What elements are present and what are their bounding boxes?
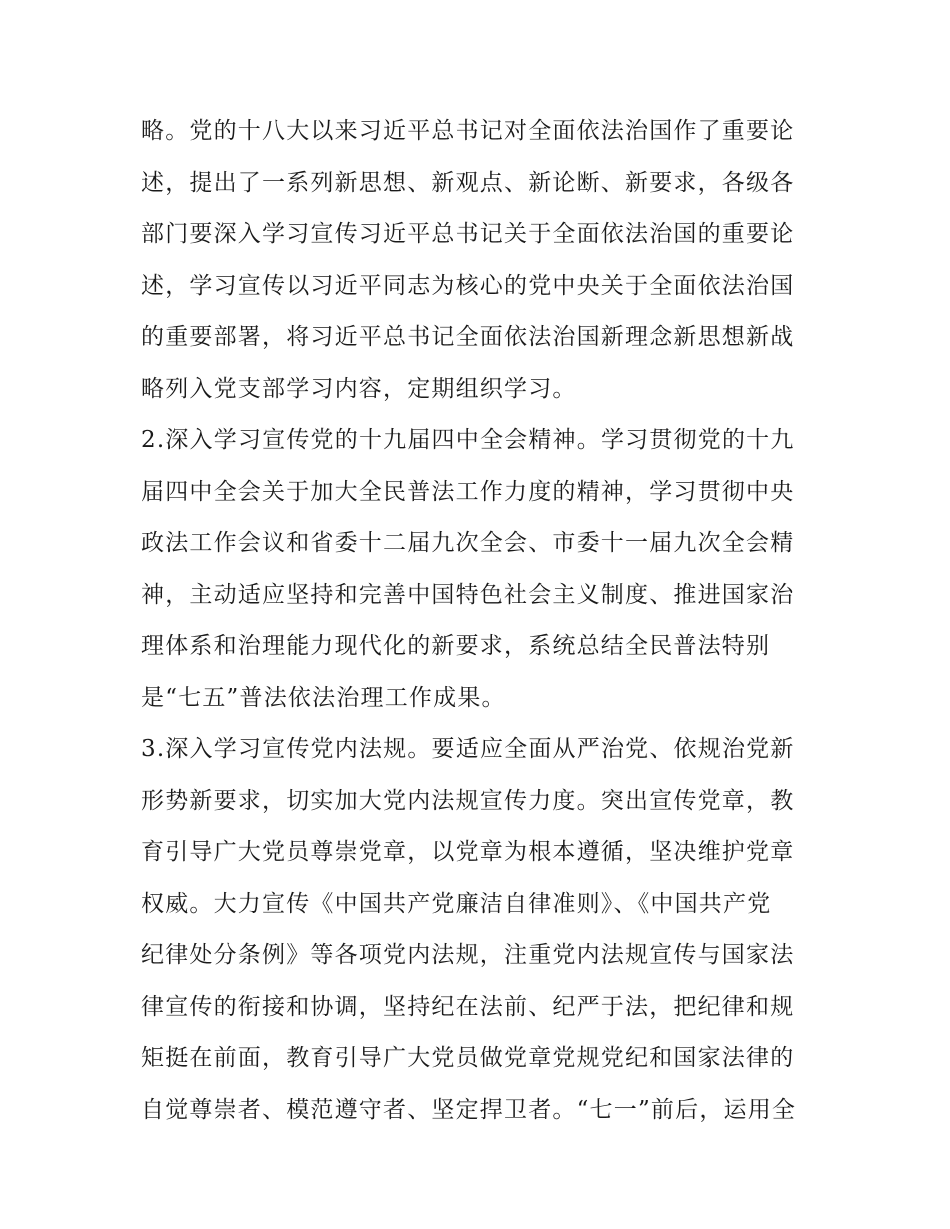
text-line: 律宣传的衔接和协调，坚持纪在法前、纪严于法，把纪律和规 xyxy=(141,993,795,1020)
text-line: 权威。大力宣传《中国共产党廉洁自律准则》、《中国共产党 xyxy=(141,890,772,917)
section-2-heading-line: 2.深入学习宣传党的十九届四中全会精神。学习贯彻党的十九 xyxy=(141,427,795,453)
text-line: 述，学习宣传以习近平同志为核心的党中央关于全面依法治国 xyxy=(141,272,795,299)
text-line: 神，主动适应坚持和完善中国特色社会主义制度、推进国家治 xyxy=(141,581,795,608)
text-line: 是“七五”普法依法治理工作成果。 xyxy=(141,684,506,711)
text-line: 部门要深入学习宣传习近平总书记关于全面依法治国的重要论 xyxy=(141,221,795,247)
text-line: 述，提出了一系列新思想、新观点、新论断、新要求，各级各 xyxy=(141,169,795,196)
text-line: 纪律处分条例》等各项党内法规，注重党内法规宣传与国家法 xyxy=(141,942,795,968)
text-line: 届四中全会关于加大全民普法工作力度的精神，学习贯彻中央 xyxy=(141,478,795,505)
text-line: 的重要部署，将习近平总书记全面依法治国新理念新思想新战 xyxy=(141,324,795,350)
text-line: 矩挺在前面，教育引导广大党员做党章党规党纪和国家法律的 xyxy=(141,1045,795,1071)
text-line: 理体系和治理能力现代化的新要求，系统总结全民普法特别 xyxy=(141,633,771,659)
text-line: 略。党的十八大以来习近平总书记对全面依法治国作了重要论 xyxy=(141,118,795,144)
section-3-heading-line: 3.深入学习宣传党内法规。要适应全面从严治党、依规治党新 xyxy=(141,736,795,762)
text-line: 略列入党支部学习内容，定期组织学习。 xyxy=(141,375,577,402)
text-line: 育引导广大党员尊崇党章，以党章为根本遵循，坚决维护党章 xyxy=(141,839,795,865)
text-line: 形势新要求，切实加大党内法规宣传力度。突出宣传党章，教 xyxy=(141,787,795,814)
text-line: 自觉尊崇者、模范遵守者、坚定捍卫者。“七一”前后，运用全 xyxy=(141,1096,797,1123)
document-body xyxy=(141,106,821,1136)
text-line: 政法工作会议和省委十二届九次全会、市委十一届九次全会精 xyxy=(141,530,795,556)
